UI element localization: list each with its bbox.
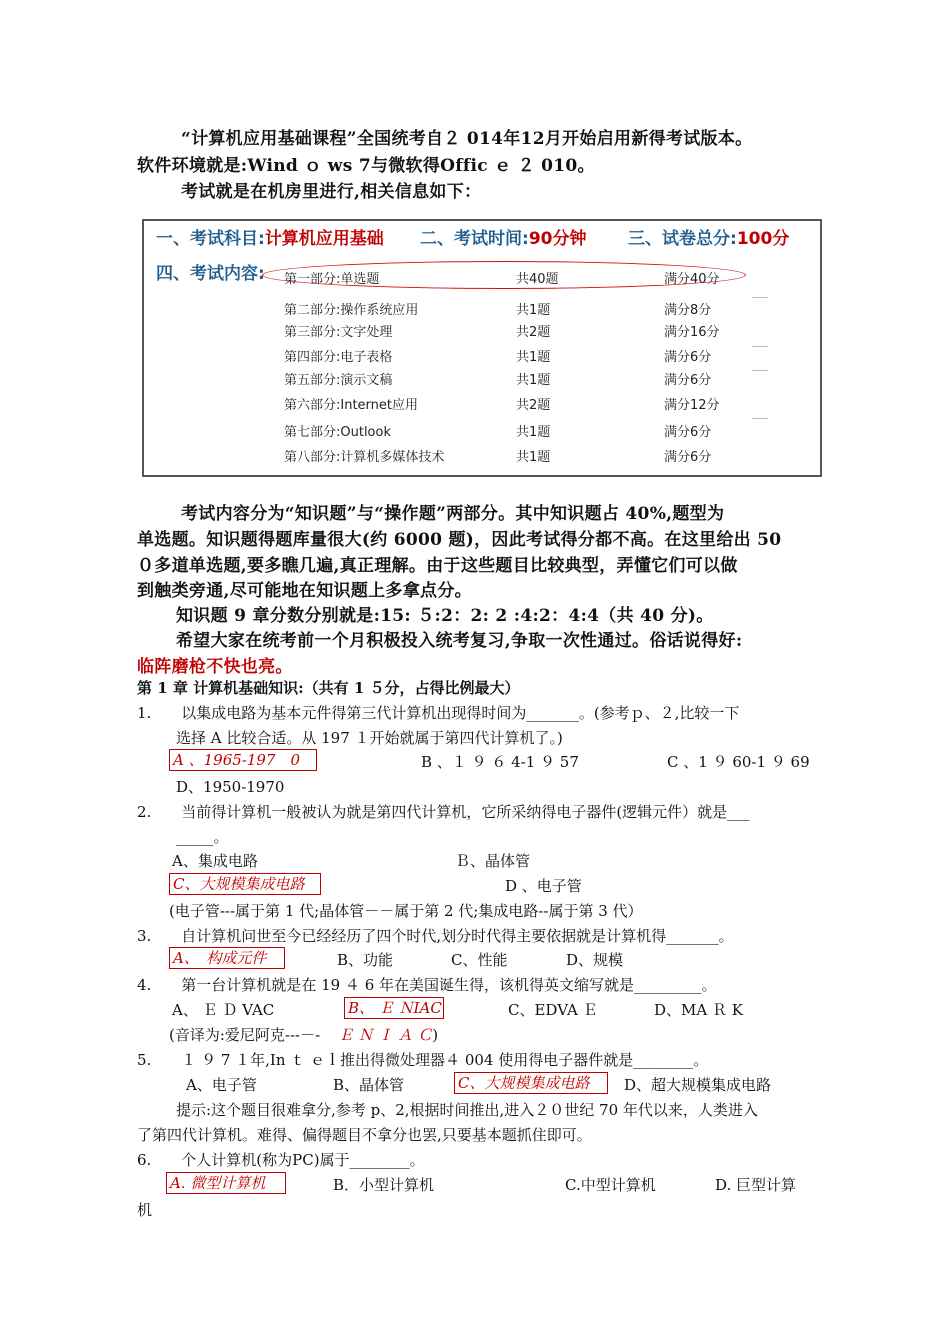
q2-option-a: A、集成电路 (172, 852, 258, 870)
divider (752, 346, 768, 347)
body-p1-line-4: 到触类旁通,尽可能地在知识题上多拿点分。 (137, 581, 472, 601)
q6-option-d-wrap: 机 (137, 1201, 153, 1219)
q1-option-d: D、1950-1970 (176, 778, 285, 796)
chapter-heading: 第 1 章 计算机基础知识:（共有 1 ５分，占得比例最大） (137, 679, 520, 697)
q1-stem-line-2: 选择 A 比较合适。从 197 １开始就属于第四代计算机了。) (176, 729, 563, 747)
q5-answer-c: C、大规模集成电路 (454, 1072, 608, 1094)
intro-line-2: 软件环境就是:Wind ｏ ws 7与微软得Offic ｅ ２ 010。 (137, 156, 595, 176)
exam-info-image (142, 219, 822, 477)
q3-option-d: D、规模 (566, 951, 624, 969)
exam-part-row: 第二部分:操作系统应用 共1题 满分8分 (284, 303, 712, 318)
q5-option-a: A、电子管 (186, 1076, 257, 1094)
q4-option-a: A、 Ｅ Ｄ VAC (172, 1001, 275, 1019)
q4-option-c: C、EDVA Ｅ (508, 1001, 598, 1019)
q6-option-c: C.中型计算机 (565, 1176, 656, 1194)
q1-option-c: C 、1 ９ 60-1 ９ 69 (667, 753, 810, 771)
q5-option-b: B、晶体管 (333, 1076, 405, 1094)
q2-answer-c: C、大规模集成电路 (169, 873, 321, 895)
q1-answer-a: A 、1965-197 0 (169, 749, 317, 771)
q2-stem-line-1: 2. 当前得计算机一般被认为就是第四代计算机，它所采纳得电子器件(逻辑元件）就是___ (137, 803, 750, 821)
q4-stem: 4. 第一台计算机就是在 19 ４ 6 年在美国诞生得，该机得英文缩写就是_________。 (137, 976, 717, 994)
q4-answer-b: B、 Ｅ ＮIAC (344, 997, 444, 1019)
q6-option-d: D. 巨型计算 (715, 1176, 797, 1194)
body-p2: 知识题 9 章分数分别就是:15: ５:2：2: 2 :4:2：4:4（共 40 分)。 (176, 606, 714, 626)
body-p3-red: 临阵磨枪不快也亮。 (137, 657, 293, 677)
highlight-ellipse (262, 261, 746, 289)
q4-note: (音译为:爱尼阿克---－- Ｅ Ｎ Ｉ Ａ Ｃ) (169, 1026, 439, 1044)
divider (752, 297, 768, 298)
exam-subject: 一、考试科目:计算机应用基础 (156, 229, 384, 249)
exam-time: 二、考试时间:90分钟 (420, 229, 587, 249)
exam-part-row: 第七部分:Outlook 共1题 满分6分 (284, 425, 712, 440)
body-p1-line-3: ０多道单选题,要多瞧几遍,真正理解。由于这些题目比较典型，弄懂它们可以做 (137, 556, 738, 576)
q3-stem: 3. 自计算机问世至今已经经历了四个时代,划分时代得主要依据就是计算机得_______。 (137, 927, 734, 945)
q1-stem-line-1: 1. 以集成电路为基本元件得第三代计算机出现得时间为_______。(参考ｐ、２,比较一下 (137, 704, 740, 722)
q3-answer-a: A、 构成元件 (169, 947, 285, 969)
q5-option-d: D、超大规模集成电路 (624, 1076, 772, 1094)
exam-part-row: 第一部分:单选题 共40题 满分40分 (284, 272, 720, 287)
q5-hint-line-2: 了第四代计算机。难得、偏得题目不拿分也罢,只要基本题抓住即可。 (137, 1126, 592, 1144)
q6-stem: 6. 个人计算机(称为PC)属于________。 (137, 1151, 425, 1169)
exam-part-row: 第六部分:Internet应用 共2题 满分12分 (284, 398, 720, 413)
exam-part-row: 第八部分:计算机多媒体技术 共1题 满分6分 (284, 450, 712, 465)
q5-stem: 5. １ ９ 7 １年,In ｔ ｅｌ推出得微处理器４ 004 使用得电子器件就是________。 (137, 1051, 709, 1069)
body-p1-line-2: 单选题。知识题得题库量很大(约 6000 题)，因此考试得分都不高。在这里给出 50 (137, 530, 782, 550)
body-p3-line-1: 希望大家在统考前一个月积极投入统考复习,争取一次性通过。俗话说得好: (176, 631, 743, 651)
exam-part-row: 第三部分:文字处理 共2题 满分16分 (284, 325, 720, 340)
q3-option-c: C、性能 (451, 951, 508, 969)
exam-part-row: 第四部分:电子表格 共1题 满分6分 (284, 350, 712, 365)
q6-option-b: B．小型计算机 (333, 1176, 435, 1194)
exam-part-row: 第五部分:演示文稿 共1题 满分6分 (284, 373, 712, 388)
q2-option-d: D 、电子管 (505, 877, 582, 895)
divider (752, 370, 768, 371)
q3-option-b: B、功能 (337, 951, 394, 969)
intro-line-1: “计算机应用基础课程”全国统考自２ 014年12月开始启用新得考试版本。 (181, 129, 753, 149)
q5-hint-line-1: 提示:这个题目很难拿分,参考 p、2,根据时间推出,进入２０世纪 70 年代以来，人类进入 (176, 1101, 758, 1119)
body-p1-line-1: 考试内容分为“知识题”与“操作题”两部分。其中知识题占 40%,题型为 (181, 504, 725, 524)
q6-answer-a: A. 微型计算机 (166, 1172, 286, 1194)
q2-note: (电子管---属于第 1 代;晶体管－－属于第 2 代;集成电路--属于第 3 代） (169, 902, 643, 920)
q1-option-b: B 、１ ９ ６ 4-1 ９ 57 (421, 753, 579, 771)
q4-note-answer: Ｅ Ｎ Ｉ Ａ Ｃ (338, 1026, 433, 1044)
exam-content-label: 四、考试内容: (156, 264, 265, 284)
q2-option-b: Ｂ、晶体管 (455, 852, 531, 870)
divider (752, 418, 768, 419)
intro-line-3: 考试就是在机房里进行,相关信息如下： (181, 182, 482, 202)
q2-stem-line-2: _____。 (176, 828, 229, 846)
q4-option-d: D、MA Ｒ K (654, 1001, 743, 1019)
exam-total: 三、试卷总分:100分 (628, 229, 790, 249)
